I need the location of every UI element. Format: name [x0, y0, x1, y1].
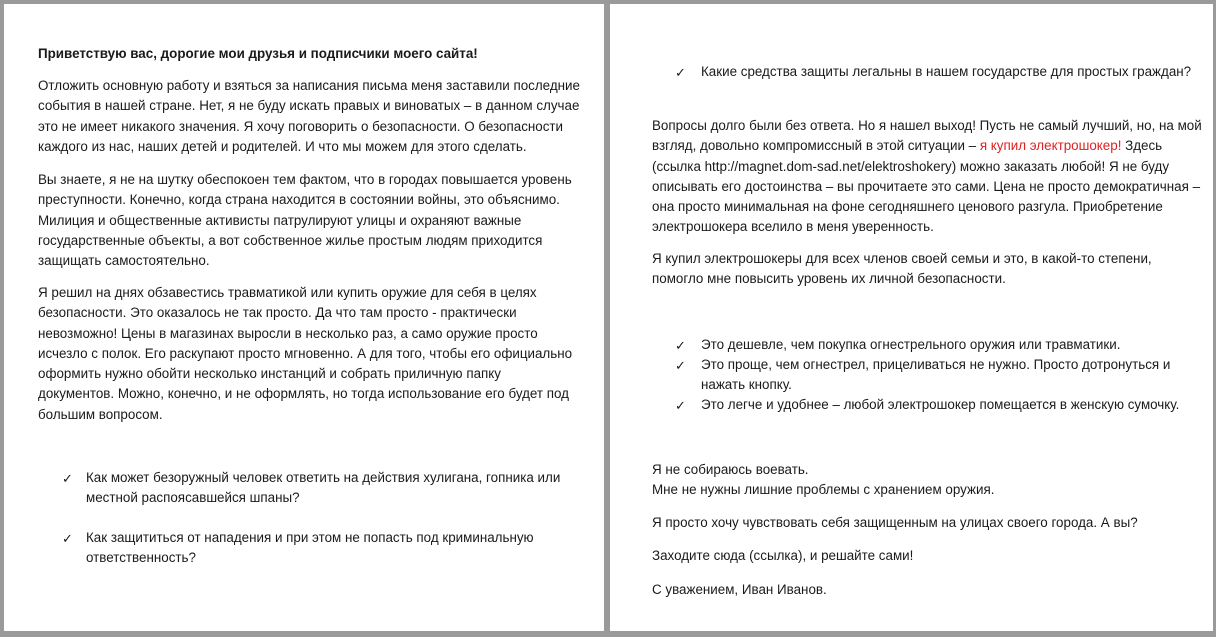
bullet-item-2: Как защититься от нападения и при этом не попасть под криминальную ответственность?: [86, 530, 534, 566]
document-page-right: [610, 4, 1213, 631]
paragraph-2: Я купил электрошокеры для всех членов своей семьи и это, в какой-то степени, помогло мне повысить уровень их личной безопасности.: [652, 251, 1152, 287]
paragraph-3: Я не собираюсь воевать. Мне не нужны лишние проблемы с хранением оружия.: [652, 462, 995, 498]
bullet-item-1: Как может безоружный человек ответить на действия хулигана, гопника или местной распоясавшейся шпаны?: [86, 470, 561, 506]
paragraph-2: Вы знаете, я не на шутку обеспокоен тем фактом, что в городах повышается уровень преступности. Конечно, когда страна находится в состоянии войны, это объяснимо. Милиция и общественные активисты патрулируют улицы и охраняют важные государственные объекты, а вот собственное жилье простым людям приходится защищать самостоятельно.: [38, 172, 572, 269]
signature: С уважением, Иван Иванов.: [652, 582, 827, 597]
greeting-heading: Приветствую вас, дорогие мои друзья и подписчики моего сайта!: [38, 46, 478, 61]
bullet-item-top: Какие средства защиты легальны в нашем государстве для простых граждан?: [701, 64, 1192, 79]
checkmark-icon: ✓: [675, 358, 686, 373]
checkmark-icon: ✓: [675, 398, 686, 413]
paragraph-1-text-b: Здесь (ссылка http://magnet.dom-sad.net/elektroshokery) можно заказать любой! Я не буду описывать его достоинства – вы прочитаете это сами. Цена не просто демократичная – она просто минимальная на фоне сегодняшнего ценового разгула. Приобретение электрошокера вселило в меня уверенность.: [652, 138, 1201, 235]
checkmark-icon: ✓: [675, 338, 686, 353]
checkmark-icon: ✓: [675, 65, 686, 80]
highlighted-text: я купил электрошокер!: [979, 138, 1122, 154]
document-page-left: [4, 4, 604, 631]
bullet-item-1: Это дешевле, чем покупка огнестрельного оружия или травматики.: [701, 337, 1121, 352]
paragraph-1-text-a: Вопросы долго были без ответа. Но я нашел выход! Пусть не самый лучший, но, на мой взгляд, довольно компромиссный в этой ситуации –: [652, 118, 1202, 154]
bullet-item-2: Это проще, чем огнестрел, прицеливаться не нужно. Просто дотронуться и нажать кнопку.: [701, 357, 1171, 393]
paragraph-3: Я решил на днях обзавестись травматикой или купить оружие для себя в целях безопасности. Это оказалось не так просто. Да что там просто - практически невозможно! Цены в магазинах выросли в несколько раз, а само оружие просто исчезло с полок. Его раскупают просто мгновенно. А для того, чтобы его официально оформить нужно обойти несколько инстанций и собрать приличную папку документов. Можно, конечно, и не оформлять, но тогда использование его будет под большим вопросом.: [38, 285, 573, 422]
bullet-item-3: Это легче и удобнее – любой электрошокер помещается в женскую сумочку.: [701, 397, 1180, 412]
paragraph-5: Заходите сюда (ссылка), и решайте сами!: [652, 548, 914, 563]
paragraph-4: Я просто хочу чувствовать себя защищенным на улицах своего города. А вы?: [652, 515, 1138, 530]
checkmark-icon: ✓: [62, 471, 73, 486]
checkmark-icon: ✓: [62, 531, 73, 546]
paragraph-1: [652, 116, 1202, 238]
paragraph-1: Отложить основную работу и взяться за написания письма меня заставили последние события в нашей стране. Нет, я не буду искать правых и виноватых – в данном случае это не имеет никакого значения. Я хочу поговорить о безопасности. О безопасности каждого из нас, наших детей и родителей. И что мы можем для этого сделать.: [38, 78, 580, 154]
